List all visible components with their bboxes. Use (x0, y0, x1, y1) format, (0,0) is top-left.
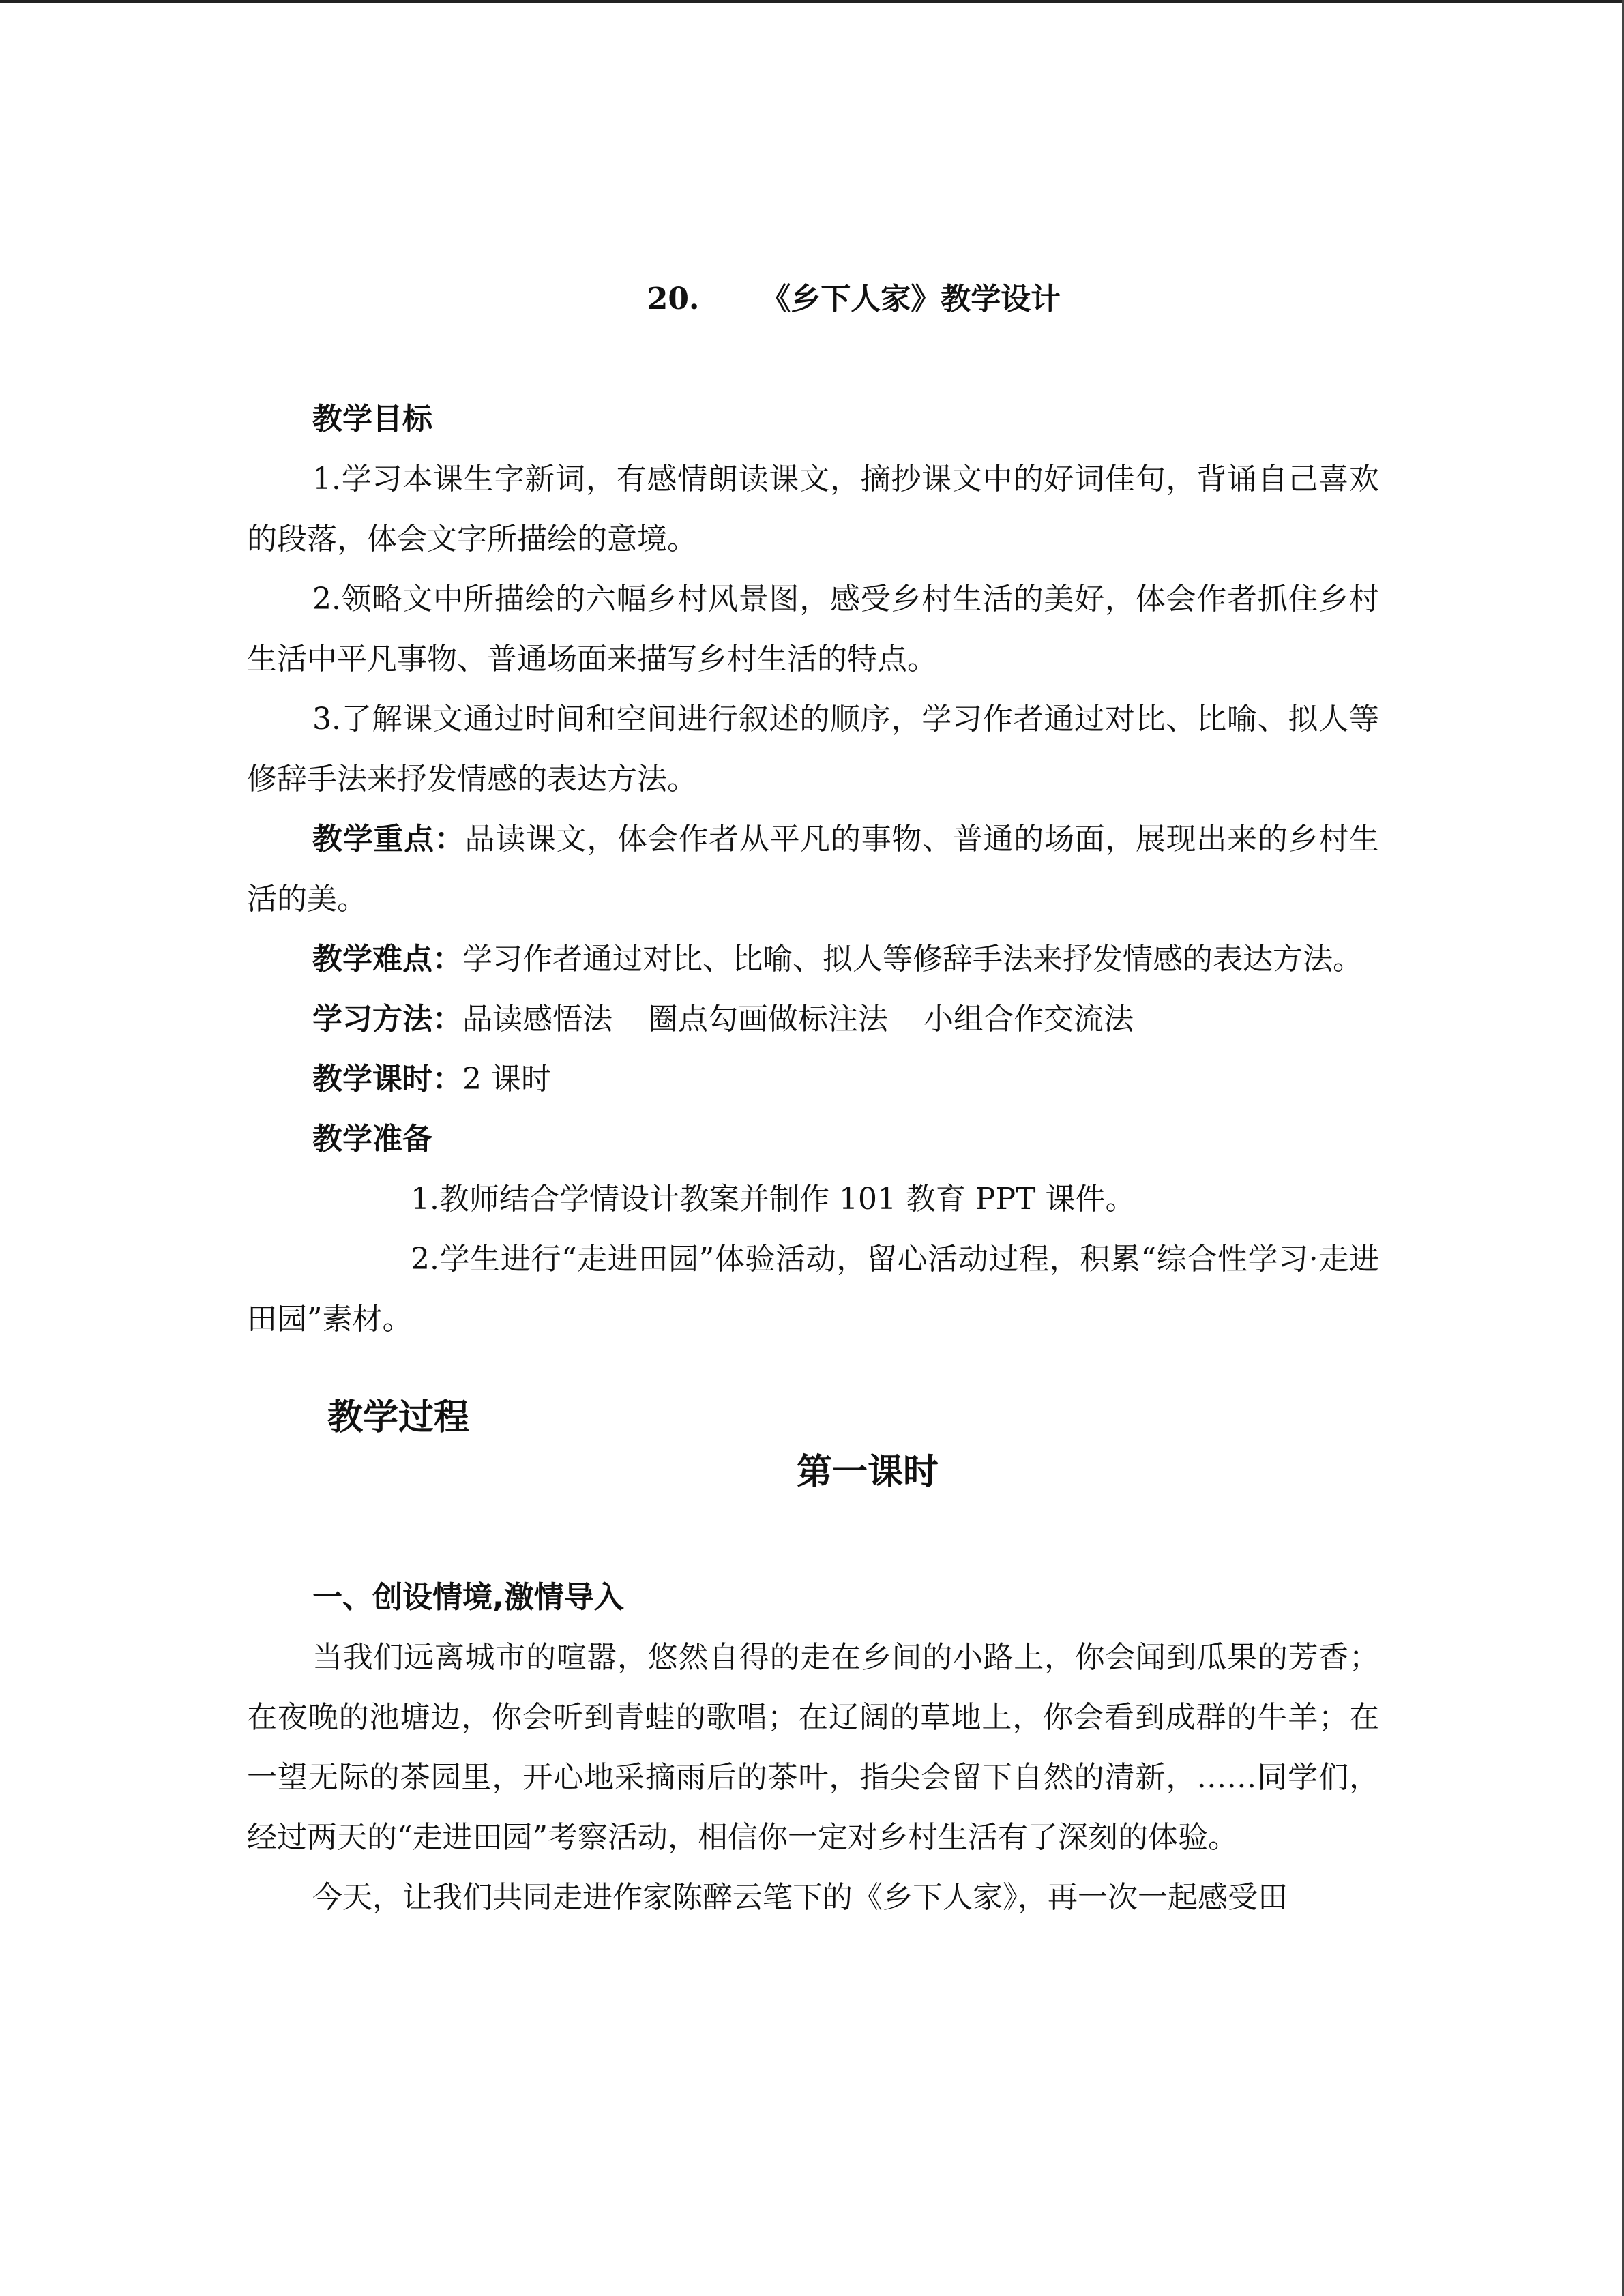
preparation-item-1: 1.教师结合学情设计教案并制作 101 教育 PPT 课件。 (411, 1182, 1136, 1217)
title-number: 20. (647, 282, 700, 316)
section1-paragraph-1: 当我们远离城市的喧嚣，悠然自得的走在乡间的小路上，你会闻到瓜果的芳香；在夜晚的池塘边，你会听到青蛙的歌唱；在辽阔的草地上，你会看到成群的牛羊；在一望无际的茶园里，开心地采摘雨后的茶叶，指尖会留下自然的清新，……同学们，经过两天的“走进田园”考察活动，相信你一定对乡村生活有了深刻的体验。 (247, 1640, 1379, 1855)
method-item-1: 品读感悟法 (462, 1002, 612, 1037)
hours-label: 教学课时： (312, 1062, 462, 1097)
section1-paragraph-2: 今天，让我们共同走进作家陈醉云笔下的《乡下人家》，再一次一起感受田 (312, 1880, 1288, 1915)
preparation-item-2: 2.学生进行“走进田园”体验活动，留心活动过程，积累“综合性学习·走进田园”素材。 (247, 1242, 1379, 1337)
process-heading: 教学过程 (327, 1397, 470, 1438)
key-point-text: 品读课文，体会作者从平凡的事物、普通的场面，展现出来的乡村生活的美。 (247, 822, 1379, 916)
methods-label: 学习方法： (312, 1002, 462, 1037)
document-title (247, 269, 1379, 329)
document-page (247, 269, 1379, 1928)
method-item-3: 小组合作交流法 (924, 1002, 1134, 1037)
hours (247, 1049, 1379, 1109)
difficulty-label: 教学难点： (312, 942, 462, 976)
hours-text: 2 课时 (462, 1062, 551, 1097)
objectives-heading: 教学目标 (312, 402, 432, 436)
page-top-border (0, 0, 1624, 3)
key-point-label: 教学重点： (312, 822, 465, 856)
difficulty-text: 学习作者通过对比、比喻、拟人等修辞手法来抒发情感的表达方法。 (462, 942, 1363, 976)
section1-heading: 一、创设情境,激情导入 (312, 1580, 624, 1615)
objective-item-2: 2.领略文中所描绘的六幅乡村风景图，感受乡村生活的美好，体会作者抓住乡村生活中平凡事物、普通场面来描写乡村生活的特点。 (247, 582, 1379, 676)
method-item-2: 圈点勾画做标注法 (648, 1002, 888, 1037)
methods (247, 989, 1379, 1049)
objective-item-1: 1.学习本课生字新词，有感情朗读课文，摘抄课文中的好词佳句，背诵自己喜欢的段落，体会文字所描绘的意境。 (247, 462, 1379, 556)
title-text: 《乡下人家》教学设计 (761, 282, 1061, 316)
key-point (247, 809, 1379, 929)
lesson-title: 第一课时 (796, 1452, 939, 1493)
objective-item-3: 3.了解课文通过时间和空间进行叙述的顺序，学习作者通过对比、比喻、拟人等修辞手法来抒发情感的表达方法。 (247, 702, 1379, 796)
difficulty (247, 929, 1379, 989)
preparation-heading: 教学准备 (312, 1122, 432, 1157)
